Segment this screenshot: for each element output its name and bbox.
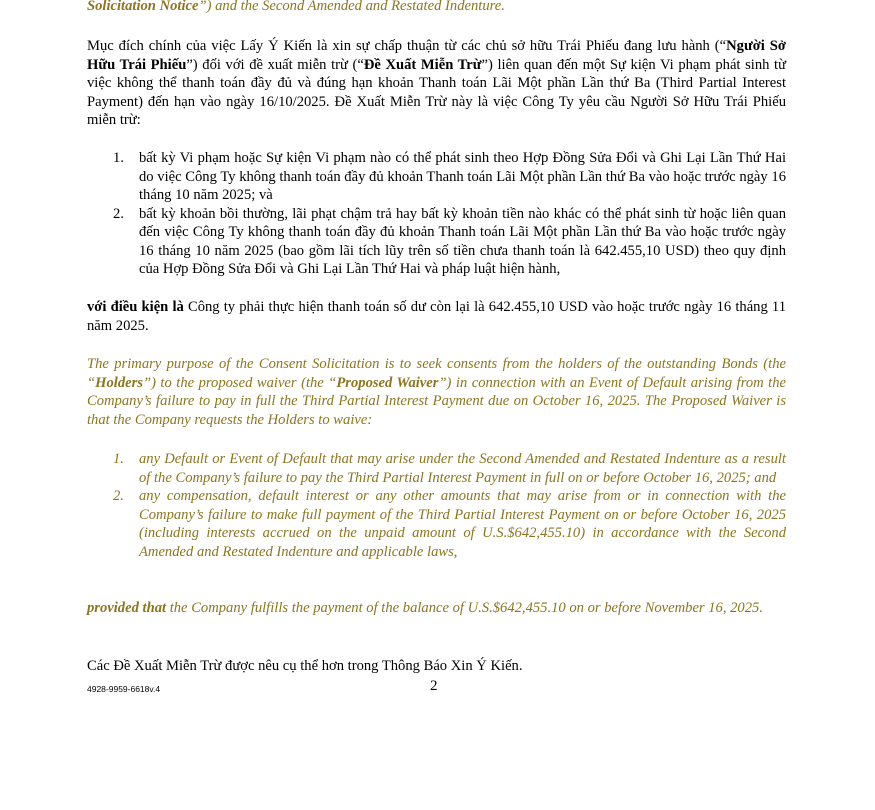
holders-defined-term: Holders [95, 374, 143, 391]
vi-intro-paragraph: Mục đích chính của việc Lấy Ý Kiến là xin sự chấp thuận từ các chủ sở hữu Trái Phiếu đang lưu hành (“Người Sở Hữu Trái Phiếu”) đối với đề xuất miễn trừ (“Đề Xuất Miễn Trừ”) liên quan đến một Sự kiện Vi phạm phát sinh từ việc không thể thanh toán đầy đủ và đúng hạn khoản Thanh toán Lãi Một phần Lần thứ Ba (Third Partial Interest Payment) đến hạn vào ngày 16/10/2025. Đề Xuất Miễn Trừ này là việc Công Ty yêu cầu Người Sở Hữu Trái Phiếu miễn trừ: [87, 38, 786, 128]
vi-proviso-paragraph: với điều kiện là Công ty phải thực hiện thanh toán số dư còn lại là 642.455,10 USD vào hoặc trước ngày 16 tháng 11 năm 2025. [87, 299, 786, 334]
list-item: 2. any compensation, default interest or any other amounts that may arise from or in connection with the Company’s failure to make full payment of the Third Partial Interest Payment on or before October 16, 2025 (including interests accrued on the unpaid amount of U.S.$642,455.10) in accordance with the Second Amended and Restated Indenture and applicable laws, [113, 488, 786, 560]
list-item: 1. any Default or Event of Default that may arise under the Second Amended and Restated Indenture as a result of the Company’s failure to pay the Third Partial Interest Payment in full on or before October 16, 2025; and [113, 451, 786, 486]
en-intro-paragraph: The primary purpose of the Consent Solicitation is to seek consents from the holders of the outstanding Bonds (the “Holders”) to the proposed waiver (the “Proposed Waiver”) in connection with an Event of Default arising from the Company’s failure to pay in full the Third Partial Interest Payment due on October 16, 2025. The Proposed Waiver is that the Company requests the Holders to waive: [87, 356, 786, 428]
document-id: 4928-9959-6618v.4 [87, 684, 161, 694]
en-proviso-paragraph: provided that the Company fulfills the payment of the balance of U.S.$642,455.10 on or before November 16, 2025. [87, 600, 763, 616]
page-number: 2 [430, 678, 438, 694]
waiver-defined-term: Đề Xuất Miễn Trừ [363, 56, 482, 73]
list-item: 1. bất kỳ Vi phạm hoặc Sự kiện Vi phạm nào có thể phát sinh theo Hợp Đồng Sửa Đổi và Ghi Lại Lần Thứ Hai do việc Công Ty không thanh toán đầy đủ khoản Thanh toán Lãi Một phần Lần thứ Ba vào hoặc trước ngày 16 tháng 10 năm 2025; và [113, 150, 786, 203]
list-item: 2. bất kỳ khoản bồi thường, lãi phạt chậm trả hay bất kỳ khoản tiền nào khác có thể phát sinh từ hoặc liên quan đến việc Công Ty không thanh toán đầy đủ khoản Thanh toán Lãi Một phần Lần thứ Ba vào hoặc trước ngày 16 tháng 10 năm 2025 (bao gồm lãi tích lũy trên số tiền chưa thanh toán là 642.455,10 USD) theo quy định của Hợp Đồng Sửa Đổi và Ghi Lại Lần Thứ Hai và pháp luật hiện hành, [113, 205, 786, 277]
en-waiver-list [87, 450, 786, 561]
closing-paragraph: Các Đề Xuất Miễn Trừ được nêu cụ thể hơn trong Thông Báo Xin Ý Kiến. [87, 658, 523, 674]
holders-defined-term: Người Sở Hữu Trái Phiếu [87, 38, 786, 73]
waiver-defined-term: Proposed Waiver [336, 374, 439, 391]
top-fragment: Solicitation Notice”) and the Second Amended and Restated Indenture. [87, 0, 505, 14]
vi-waiver-list [87, 149, 786, 279]
